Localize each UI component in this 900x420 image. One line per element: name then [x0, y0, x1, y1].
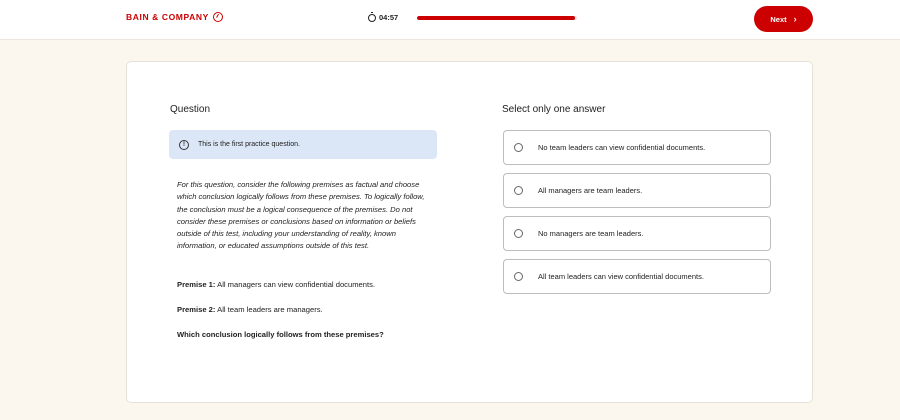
radio-button[interactable] [514, 229, 523, 238]
answers-heading: Select only one answer [502, 104, 606, 115]
logo-text: BAIN & COMPANY [126, 12, 209, 22]
answer-option-3[interactable] [503, 216, 771, 251]
answer-option-label: No team leaders can view confidential documents. [538, 143, 706, 152]
info-icon: ! [179, 140, 189, 150]
info-banner [169, 130, 437, 159]
premise-1-label: Premise 1: [177, 280, 216, 289]
premise-2-label: Premise 2: [177, 305, 216, 314]
radio-button[interactable] [514, 143, 523, 152]
premise-2 [177, 305, 323, 314]
chevron-right-icon: › [793, 14, 797, 24]
timer [368, 13, 398, 22]
premise-2-text: All team leaders are managers. [217, 305, 323, 314]
answer-option-4[interactable] [503, 259, 771, 294]
next-button-label: Next [770, 14, 787, 24]
question-prompt: Which conclusion logically follows from these premises? [177, 330, 384, 339]
radio-button[interactable] [514, 186, 523, 195]
answer-option-2[interactable] [503, 173, 771, 208]
bain-logo [126, 12, 223, 22]
instructions-text: For this question, consider the following premises as factual and choose which conclusion logically follows from these premises. To logically follow, the conclusion must be a logical consequence of the premises. Do not consider these premises or conclusions based on information or beliefs outside of this test, including your understanding of reality, known information, or educated assumptions outside of this test. [177, 180, 425, 251]
premise-1-text: All managers can view confidential documents. [217, 280, 375, 289]
info-text: This is the first practice question. [198, 141, 300, 148]
radio-button[interactable] [514, 272, 523, 281]
question-heading: Question [170, 104, 211, 115]
premise-1 [177, 280, 375, 289]
answer-option-label: All team leaders can view confidential documents. [538, 272, 704, 281]
progress-fill [417, 16, 575, 20]
top-bar [0, 0, 900, 40]
progress-bar [417, 16, 577, 20]
question-card [126, 61, 813, 403]
answer-option-1[interactable] [503, 130, 771, 165]
logo-mark-icon [213, 12, 223, 22]
stopwatch-icon [368, 14, 376, 22]
answer-option-label: All managers are team leaders. [538, 186, 643, 195]
answer-option-label: No managers are team leaders. [538, 229, 644, 238]
next-button[interactable] [754, 6, 813, 32]
timer-value: 04:57 [379, 13, 399, 22]
